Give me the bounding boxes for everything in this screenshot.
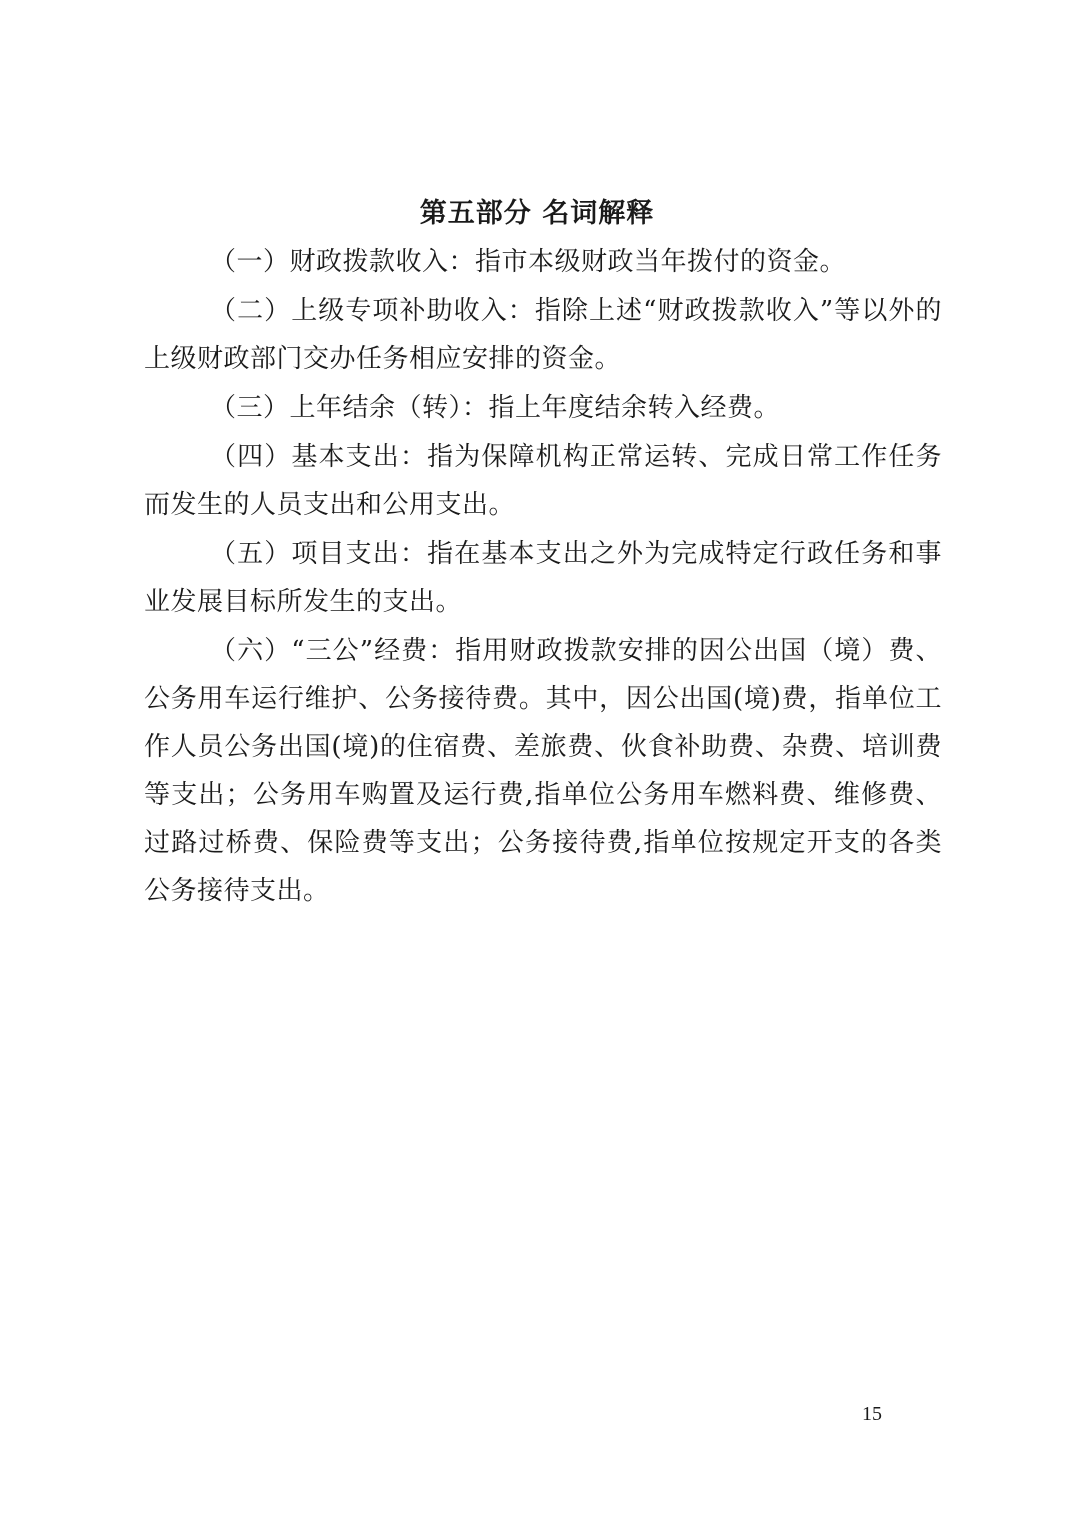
page-number: 15 — [862, 1403, 882, 1425]
paragraph-project-expenditure: （五）项目支出：指在基本支出之外为完成特定行政任务和事业发展目标所发生的支出。 — [144, 539, 942, 617]
paragraph-special-subsidy-income: （二）上级专项补助收入：指除上述“财政拨款收入”等以外的上级财政部门交办任务相应安排的资金。 — [144, 296, 942, 374]
paragraph-fiscal-appropriation-income: （一）财政拨款收入：指市本级财政当年拨付的资金。 — [210, 247, 847, 277]
section-title: 第五部分 名词解释 — [419, 198, 655, 229]
paragraph-prior-year-balance: （三）上年结余（转）：指上年度结余转入经费。 — [210, 393, 781, 423]
paragraph-three-public-expenses: （六）“三公”经费：指用财政拨款安排的因公出国（境）费、公务用车运行维护、公务接待费。其中，因公出国(境)费，指单位工作人员公务出国(境)的住宿费、差旅费、伙食补助费、杂费、培训费等支出；公务用车购置及运行费,指单位公务用车燃料费、维修费、过路过桥费、保险费等支出；公务接待费,指单位按规定开支的各类公务接待支出。 — [144, 636, 942, 906]
document-body — [144, 238, 942, 916]
paragraph-basic-expenditure: （四）基本支出：指为保障机构正常运转、完成日常工作任务而发生的人员支出和公用支出。 — [144, 442, 942, 520]
